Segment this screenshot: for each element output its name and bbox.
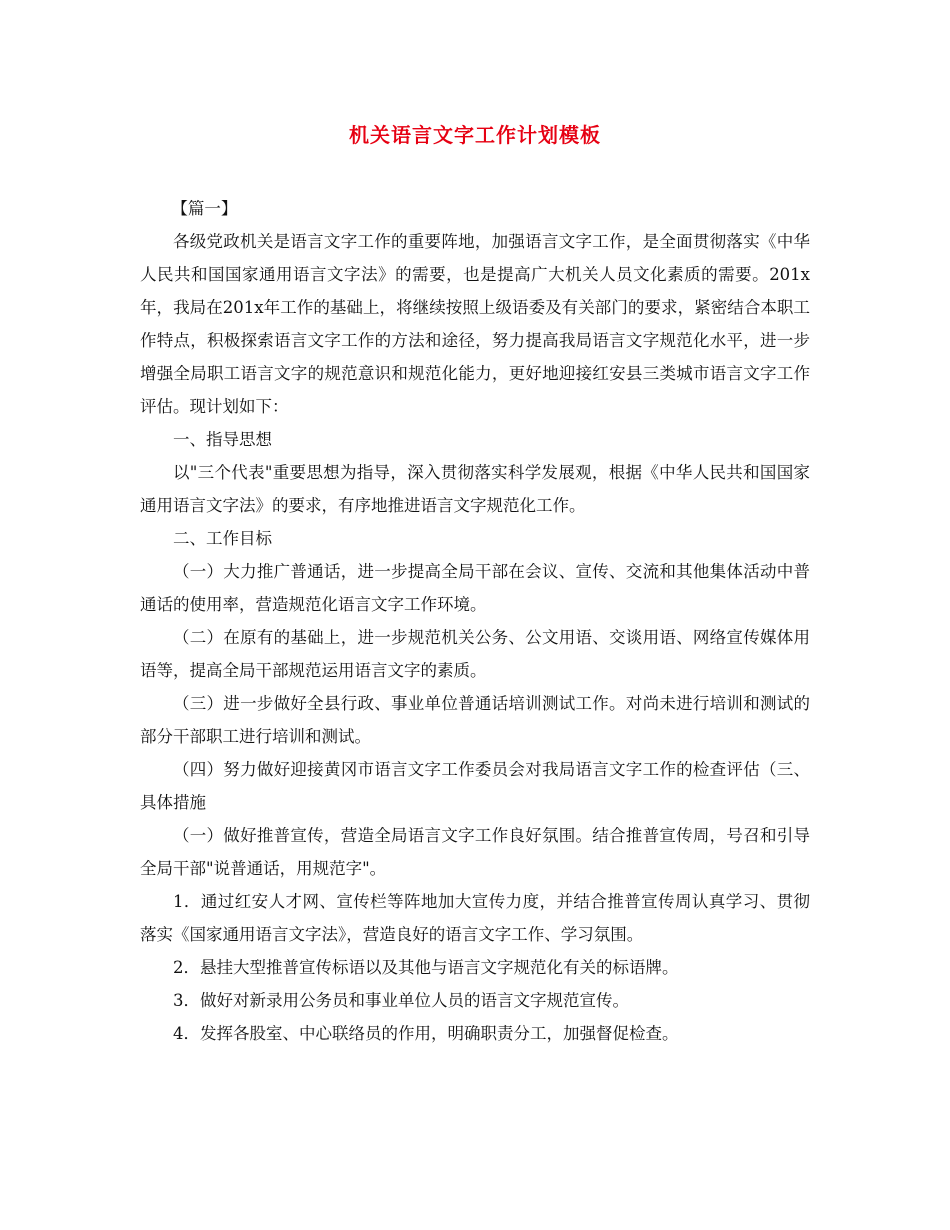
goal-item-4: （四）努力做好迎接黄冈市语言文字工作委员会对我局语言文字工作的检查评估（三、具体措施: [140, 760, 810, 812]
section-heading-guiding-ideology: 一、指导思想: [173, 430, 272, 449]
part-heading: 【篇一】: [171, 199, 238, 218]
measure-subitem-3: 3．做好对新录用公务员和事业单位人员的语言文字规范宣传。: [173, 991, 629, 1010]
goal-item-1: （一）大力推广普通话，进一步提高全局干部在会议、宣传、交流和其他集体活动中普通话的使用率，营造规范化语言文字工作环境。: [140, 562, 810, 614]
measure-subitem-1: 1．通过红安人才网、宣传栏等阵地加大宣传力度，并结合推普宣传周认真学习、贯彻落实《国家通用语言文字法》，营造良好的语言文字工作、学习氛围。: [140, 892, 810, 944]
intro-paragraph: 各级党政机关是语言文字工作的重要阵地，加强语言文字工作，是全面贯彻落实《中华人民共和国国家通用语言文字法》的需要，也是提高广大机关人员文化素质的需要。201x年，我局在201x年工作的基础上，将继续按照上级语委及有关部门的要求，紧密结合本职工作特点，积极探索语言文字工作的方法和途径，努力提高我局语言文字规范化水平，进一步增强全局职工语言文字的规范意识和规范化能力，更好地迎接红安县三类城市语言文字工作评估。现计划如下：: [140, 232, 810, 416]
document-body: [140, 192, 810, 1050]
goal-item-3: （三）进一步做好全县行政、事业单位普通话培训测试工作。对尚未进行培训和测试的部分干部职工进行培训和测试。: [140, 694, 810, 746]
goal-item-2: （二）在原有的基础上，进一步规范机关公务、公文用语、交谈用语、网络宣传媒体用语等，提高全局干部规范运用语言文字的素质。: [140, 628, 810, 680]
measure-item-1: （一）做好推普宣传，营造全局语言文字工作良好氛围。结合推普宣传周，号召和引导全局干部"说普通话，用规范字"。: [140, 826, 810, 878]
measure-subitem-4: 4．发挥各股室、中心联络员的作用，明确职责分工，加强督促检查。: [173, 1024, 679, 1043]
section-heading-work-goals: 二、工作目标: [173, 529, 272, 548]
guiding-ideology-paragraph: 以"三个代表"重要思想为指导，深入贯彻落实科学发展观，根据《中华人民共和国国家通用语言文字法》的要求，有序地推进语言文字规范化工作。: [140, 463, 810, 515]
measure-subitem-2: 2．悬挂大型推普宣传标语以及其他与语言文字规范化有关的标语牌。: [173, 958, 679, 977]
document-title: 机关语言文字工作计划模板: [349, 123, 601, 147]
